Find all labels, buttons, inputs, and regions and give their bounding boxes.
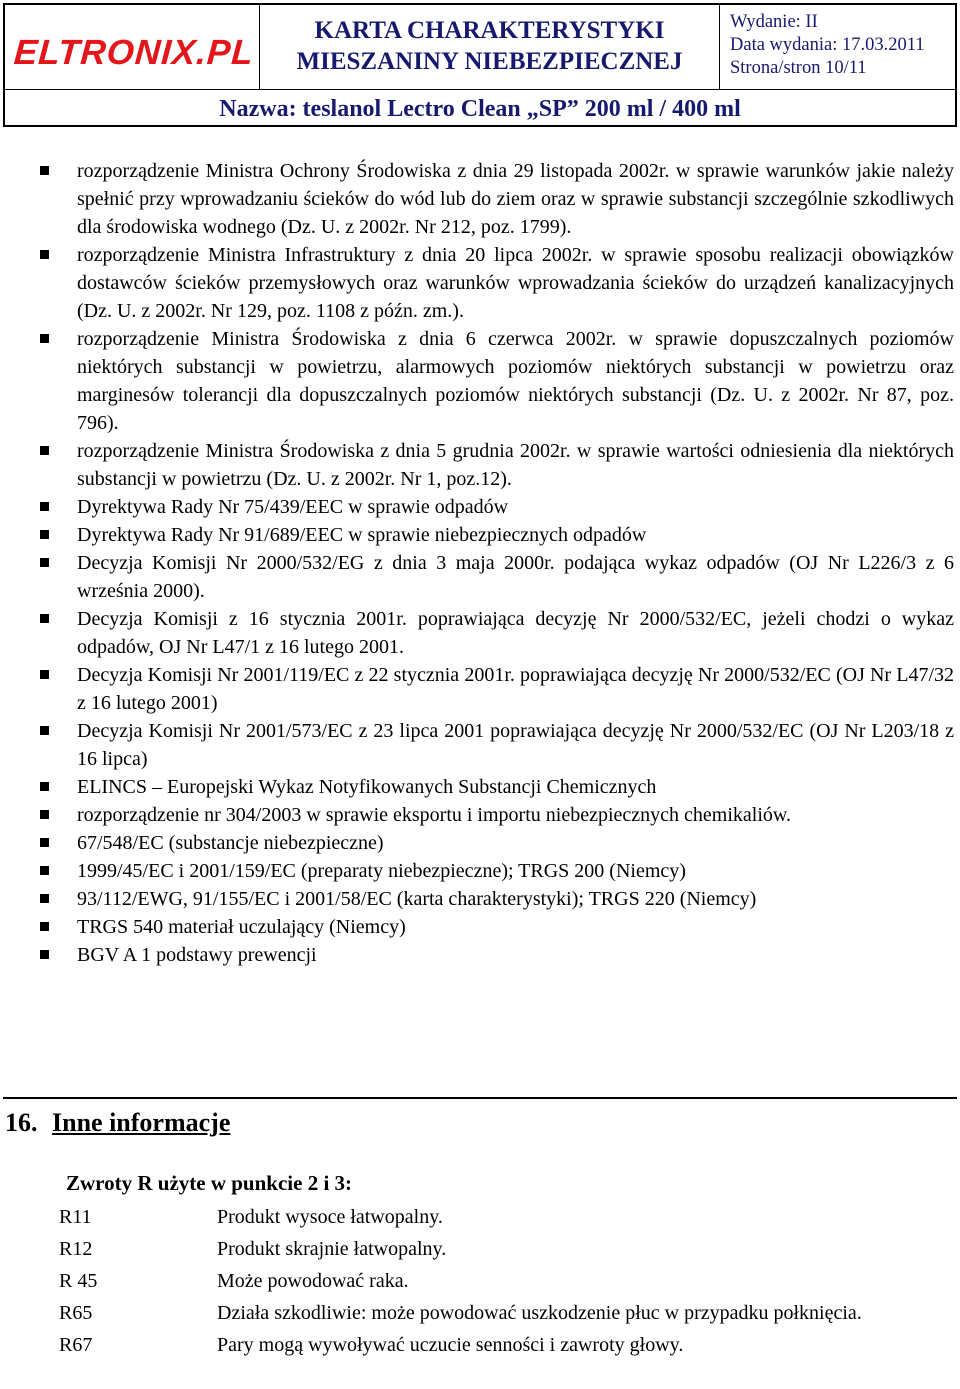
bullet-icon <box>40 502 49 511</box>
r-phrases-heading: Zwroty R użyte w punkcie 2 i 3: <box>66 1171 353 1195</box>
bullet-icon <box>40 334 49 343</box>
r-description: Może powodować raka. <box>217 1270 409 1292</box>
list-item-text: rozporządzenie nr 304/2003 w sprawie eksportu i importu niebezpiecznych chemikaliów. <box>77 804 792 826</box>
list-item-text: Dyrektywa Rady Nr 91/689/EEC w sprawie niebezpiecznych odpadów <box>77 524 647 546</box>
r-code: R67 <box>59 1334 93 1356</box>
page-count: Strona/stron 10/11 <box>730 58 867 78</box>
section-heading <box>5 1105 230 1141</box>
list-item-text: Decyzja Komisji Nr 2000/532/EG z dnia 3 maja 2000r. podająca wykaz odpadów (OJ Nr L226/3 z 6 września 2000). <box>77 552 954 602</box>
list-item-text: ELINCS – Europejski Wykaz Notyfikowanych Substancji Chemicznych <box>77 776 657 798</box>
r-code: R 45 <box>59 1270 98 1292</box>
company-logo: ELTRONIX.PL <box>12 33 256 72</box>
table-row <box>59 1267 954 1295</box>
list-item <box>40 241 954 325</box>
list-item <box>40 885 954 913</box>
list-item <box>40 493 954 521</box>
list-item-text: rozporządzenie Ministra Środowiska z dnia 5 grudnia 2002r. w sprawie wartości odniesienia dla niektórych substancji w powietrzu (Dz. U. z 2002r. Nr 1, poz.12). <box>77 440 954 490</box>
regulations-list <box>40 157 954 969</box>
list-item <box>40 829 954 857</box>
logo-cell <box>5 5 260 89</box>
bullet-icon <box>40 558 49 567</box>
bullet-icon <box>40 250 49 259</box>
section-divider <box>3 1097 957 1099</box>
list-item <box>40 717 954 773</box>
table-row <box>59 1299 954 1327</box>
list-item-text: Decyzja Komisji Nr 2001/119/EC z 22 stycznia 2001r. poprawiająca decyzję Nr 2000/532/EC (OJ Nr L47/32 z 16 lutego 2001) <box>77 664 954 714</box>
list-item <box>40 857 954 885</box>
bullet-icon <box>40 446 49 455</box>
r-description: Pary mogą wywoływać uczucie senności i zawroty głowy. <box>217 1334 684 1356</box>
bullet-icon <box>40 782 49 791</box>
section-title: Inne informacje <box>52 1108 231 1137</box>
r-description: Produkt skrajnie łatwopalny. <box>217 1238 447 1260</box>
bullet-icon <box>40 530 49 539</box>
document-meta <box>720 5 955 89</box>
edition: Wydanie: II <box>730 12 818 32</box>
table-row <box>59 1235 954 1263</box>
list-item-text: Decyzja Komisji z 16 stycznia 2001r. poprawiająca decyzję Nr 2000/532/EC, jeżeli chodzi o wykaz odpadów, OJ Nr L47/1 z 16 lutego 2001. <box>77 608 954 658</box>
issue-date: Data wydania: 17.03.2011 <box>730 35 925 55</box>
list-item <box>40 913 954 941</box>
bullet-icon <box>40 670 49 679</box>
bullet-icon <box>40 866 49 875</box>
r-phrases-table <box>59 1203 954 1363</box>
list-item <box>40 773 954 801</box>
list-item <box>40 941 954 969</box>
bullet-icon <box>40 894 49 903</box>
list-item-text: Dyrektywa Rady Nr 75/439/EEC w sprawie odpadów <box>77 496 509 518</box>
list-item-text: 93/112/EWG, 91/155/EC i 2001/58/EC (karta charakterystyki); TRGS 220 (Niemcy) <box>77 888 757 910</box>
bullet-icon <box>40 810 49 819</box>
section-number: 16. <box>5 1108 38 1137</box>
r-code: R12 <box>59 1238 93 1260</box>
list-item <box>40 437 954 493</box>
r-description: Działa szkodliwie: może powodować uszkodzenie płuc w przypadku połknięcia. <box>217 1302 862 1324</box>
bullet-icon <box>40 950 49 959</box>
list-item <box>40 549 954 605</box>
list-item <box>40 801 954 829</box>
r-description: Produkt wysoce łatwopalny. <box>217 1206 443 1228</box>
list-item <box>40 605 954 661</box>
list-item-text: 67/548/EC (substancje niebezpieczne) <box>77 832 384 854</box>
list-item <box>40 521 954 549</box>
document-header <box>3 3 957 127</box>
list-item-text: rozporządzenie Ministra Ochrony Środowiska z dnia 29 listopada 2002r. w sprawie warunków jakie należy spełnić przy wprowadzaniu ścieków do wód lub do ziem oraz w sprawie substancji szczególnie szkodliwych dla środowiska wodnego (Dz. U. z 2002r. Nr 212, poz. 1799). <box>77 160 954 238</box>
list-item-text: TRGS 540 materiał uczulający (Niemcy) <box>77 916 406 938</box>
r-code: R65 <box>59 1302 93 1324</box>
list-item-text: rozporządzenie Ministra Środowiska z dnia 6 czerwca 2002r. w sprawie dopuszczalnych poziomów niektórych substancji w powietrzu, alarmowych poziomów niektórych substancji w powietrzu oraz marginesów tolerancji dla dopuszczalnych poziomów niektórych substancji (Dz. U. z 2002r. Nr 87, poz. 796). <box>77 328 954 434</box>
list-item-text: rozporządzenie Ministra Infrastruktury z dnia 20 lipca 2002r. w sprawie sposobu realizacji obowiązków dostawców ścieków przemysłowych oraz warunków wprowadzania ścieków do urządzeń kanalizacyjnych (Dz. U. z 2002r. Nr 129, poz. 1108 z późn. zm.). <box>77 244 954 322</box>
list-item-text: Decyzja Komisji Nr 2001/573/EC z 23 lipca 2001 poprawiająca decyzję Nr 2000/532/EC (OJ Nr L203/18 z 16 lipca) <box>77 720 954 770</box>
table-row <box>59 1203 954 1231</box>
bullet-icon <box>40 166 49 175</box>
table-row <box>59 1331 954 1359</box>
list-item-text: BGV A 1 podstawy prewencji <box>77 944 317 966</box>
bullet-icon <box>40 838 49 847</box>
bullet-icon <box>40 614 49 623</box>
bullet-icon <box>40 726 49 735</box>
list-item-text: 1999/45/EC i 2001/159/EC (preparaty niebezpieczne); TRGS 200 (Niemcy) <box>77 860 686 882</box>
title-line-2: MIESZANINY NIEBEZPIECZNEJ <box>296 48 683 75</box>
title-line-1: KARTA CHARAKTERYSTYKI <box>314 17 665 44</box>
list-item <box>40 157 954 241</box>
bullet-icon <box>40 922 49 931</box>
product-name: Nazwa: teslanol Lectro Clean „SP” 200 ml / 400 ml <box>5 89 955 125</box>
document-title <box>260 5 720 89</box>
list-item <box>40 325 954 437</box>
r-code: R11 <box>59 1206 92 1228</box>
list-item <box>40 661 954 717</box>
